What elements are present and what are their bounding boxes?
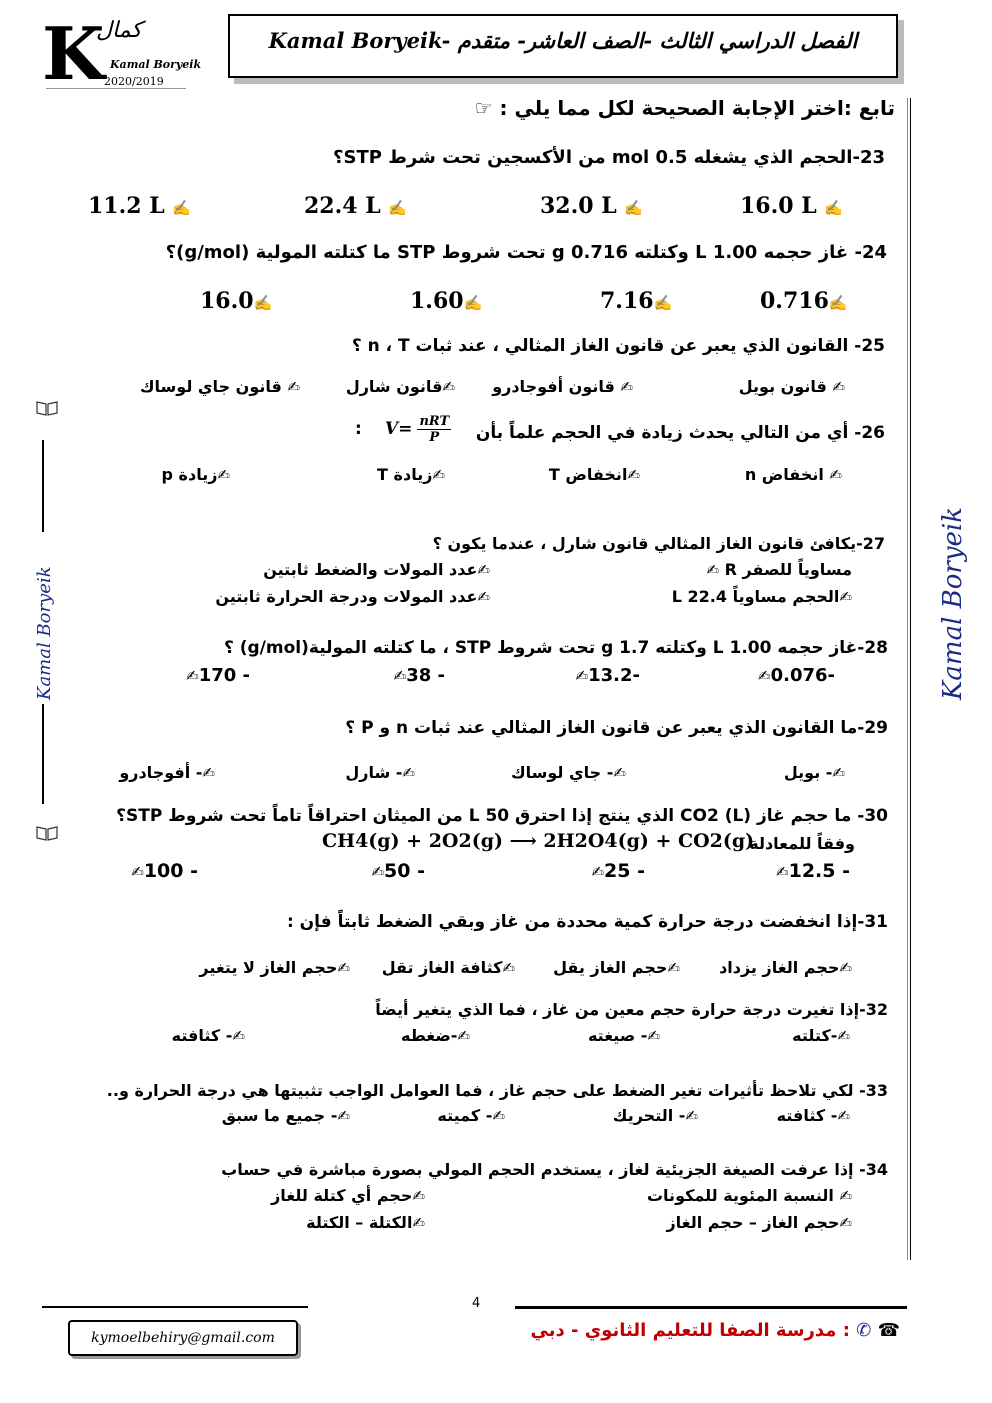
pen-icon: ✍ bbox=[371, 863, 385, 881]
pen-icon: ✍ bbox=[131, 863, 144, 881]
question-27: 27-يكافئ قانون الغاز المثالي قانون شارل ، عندما يكون ؟ bbox=[432, 534, 885, 553]
option-30-2[interactable]: ✍25 - bbox=[591, 860, 645, 882]
school-name: ☎ ✆ : مدرسة الصفا للتعليم الثانوي - دبي bbox=[530, 1320, 900, 1341]
option-32-2[interactable]: ✍- صيغته bbox=[587, 1026, 660, 1045]
footer-line-left bbox=[42, 1306, 308, 1308]
option-26-1[interactable]: ✍ انخفاض n bbox=[744, 465, 842, 484]
pen-icon: ✍ bbox=[828, 294, 848, 312]
option-25-3[interactable]: ✍قانون شارل bbox=[345, 377, 455, 396]
pen-icon: ✍ bbox=[627, 466, 640, 484]
question-32: 32-إذا تغيرت درجة حرارة حجم معين من غاز ، فما الذي يتغير أيضاً bbox=[375, 1000, 888, 1019]
pen-icon: ✍ bbox=[393, 667, 407, 685]
left-vertical-line-top bbox=[42, 440, 44, 532]
pen-icon: ✍ bbox=[591, 863, 605, 881]
question-30: 30- ما حجم غاز CO2 (L) الذي ينتج إذا احترق 50 L من الميثان احتراقاً تاماً تحت شروط STP؟ bbox=[116, 806, 888, 826]
left-vertical-signature: Kamal Boryeik bbox=[34, 566, 55, 700]
pen-icon: ✍ bbox=[202, 764, 215, 782]
right-border bbox=[907, 98, 911, 1260]
question-31: 31-إذا انخفضت درجة حرارة كمية محددة من غاز وبقي الضغط ثابتاً فإن : bbox=[286, 912, 888, 932]
book-icon bbox=[36, 825, 58, 845]
option-31-4[interactable]: ✍حجم الغاز لا يتغير bbox=[199, 958, 350, 977]
question-24: 24- غاز حجمه 1.00 L وكتلته 0.716 g تحت شروط STP ما كتلته المولية (g/mol)؟ bbox=[165, 242, 887, 263]
formula-26: : V= $\frac{\text{nRT}}{P}$ bbox=[355, 414, 450, 445]
pen-icon: ✍ bbox=[477, 561, 490, 579]
option-32-1[interactable]: ✍-كتلته bbox=[792, 1026, 850, 1045]
option-23-1[interactable]: 16.0 L ✍ bbox=[740, 193, 844, 219]
pen-icon: ✍ bbox=[232, 1027, 245, 1045]
pen-icon: ✍ bbox=[776, 863, 789, 881]
option-34-3[interactable]: ✍حجم الغاز – حجم الغاز bbox=[666, 1213, 852, 1232]
pen-icon: ✍ bbox=[412, 1214, 425, 1232]
option-34-1[interactable]: ✍ النسبة المئوية للمكونات bbox=[646, 1186, 852, 1205]
option-31-3[interactable]: ✍كثافة الغاز تقل bbox=[381, 958, 515, 977]
option-32-4[interactable]: ✍- كثافته bbox=[171, 1026, 245, 1045]
pen-icon: ✍ bbox=[667, 959, 680, 977]
question-26: 26- أي من التالي يحدث زيادة في الحجم علماً بأن bbox=[475, 423, 885, 443]
option-26-4[interactable]: ✍زيادة p bbox=[161, 465, 230, 484]
pen-icon: ✍ bbox=[575, 667, 589, 685]
pen-icon: ✍ bbox=[412, 1187, 425, 1205]
pen-icon: ✍ bbox=[832, 764, 845, 782]
equation-label-30: وفقاً للمعادلة bbox=[749, 834, 855, 853]
option-33-3[interactable]: ✍- كميته bbox=[437, 1106, 505, 1125]
pen-icon: ✍ bbox=[463, 294, 483, 312]
option-29-2[interactable]: ✍- جاي لوساك bbox=[510, 763, 626, 782]
equation-30: CH4(g) + 2O2(g) ⟶ 2H2O4(g) + CO2(g) bbox=[322, 830, 755, 852]
option-25-1[interactable]: ✍ قانون بويل bbox=[738, 377, 845, 396]
footer-line-right bbox=[515, 1306, 907, 1309]
whatsapp-icon: ✆ bbox=[856, 1320, 872, 1341]
logo-signature: كمال bbox=[96, 18, 142, 43]
option-34-4[interactable]: ✍الكتلة – الكتلة bbox=[306, 1213, 425, 1232]
option-30-3[interactable]: ✍50 - bbox=[371, 860, 425, 882]
question-34: 34- إذا عرفت الصيغة الجزيئية لغاز ، يستخدم الحجم المولي بصورة مباشرة في حساب bbox=[221, 1160, 888, 1179]
logo-divider bbox=[46, 88, 186, 89]
option-31-2[interactable]: ✍حجم الغاز يقل bbox=[553, 958, 680, 977]
pen-icon: ✍ bbox=[253, 294, 273, 312]
logo-year: 2020/2019 bbox=[104, 75, 164, 88]
phone-icon: ☎ bbox=[877, 1320, 900, 1341]
hand-pointer-icon: ☞ bbox=[474, 96, 493, 120]
option-27-1[interactable]: ✍ R مساوياً للصفر bbox=[706, 560, 852, 579]
option-27-3[interactable]: ✍الحجم مساوياً 22.4 L bbox=[671, 587, 852, 606]
pen-icon: ✍ bbox=[829, 466, 842, 484]
option-24-1[interactable]: 0.716✍ bbox=[760, 288, 848, 314]
pen-icon: ✍ bbox=[706, 561, 720, 579]
option-34-2[interactable]: ✍حجم أي كتلة للغاز bbox=[271, 1186, 425, 1205]
pen-icon: ✍ bbox=[824, 199, 844, 217]
question-33: 33- لكي تلاحظ تأثيرات تغير الضغط على حجم غاز ، فما العوامل الواجب تثبيتها هي درجة الحرارة و.. bbox=[106, 1081, 888, 1100]
pen-icon: ✍ bbox=[837, 1027, 850, 1045]
pen-icon: ✍ bbox=[217, 466, 230, 484]
option-28-2[interactable]: ✍13.2- bbox=[575, 665, 640, 686]
option-33-4[interactable]: ✍- جميع ما سبق bbox=[221, 1106, 350, 1125]
question-23: 23-الحجم الذي يشغله 0.5 mol من الأكسجين تحت شرط STP؟ bbox=[333, 147, 885, 168]
option-30-1[interactable]: ✍12.5 - bbox=[776, 860, 850, 882]
pen-icon: ✍ bbox=[832, 378, 845, 396]
pen-icon: ✍ bbox=[287, 378, 300, 396]
pen-icon: ✍ bbox=[647, 1027, 660, 1045]
option-25-4[interactable]: ✍ قانون جاي لوساك bbox=[139, 377, 300, 396]
option-29-3[interactable]: ✍- شارل bbox=[345, 763, 415, 782]
option-28-4[interactable]: ✍170 - bbox=[186, 665, 250, 686]
option-27-4[interactable]: ✍عدد المولات ودرجة الحرارة ثابتين bbox=[215, 587, 490, 606]
pen-icon: ✍ bbox=[432, 466, 445, 484]
question-25: 25- القانون الذي يعبر عن قانون الغاز المثالي ، عند ثبات n ، T ؟ bbox=[351, 336, 885, 356]
pen-icon: ✍ bbox=[839, 1214, 852, 1232]
pen-icon: ✍ bbox=[837, 1107, 850, 1125]
option-24-2[interactable]: 7.16✍ bbox=[600, 288, 673, 314]
option-26-3[interactable]: ✍زيادة T bbox=[377, 465, 445, 484]
pen-icon: ✍ bbox=[442, 378, 455, 396]
question-28: 28-غاز حجمه 1.00 L وكتلته 1.7 g تحت شروط STP ، ما كتلته المولية(g/mol) ؟ bbox=[223, 638, 888, 658]
option-24-3[interactable]: 1.60✍ bbox=[410, 288, 483, 314]
pen-icon: ✍ bbox=[388, 199, 408, 217]
option-26-2[interactable]: ✍انخفاض T bbox=[548, 465, 640, 484]
pen-icon: ✍ bbox=[172, 199, 192, 217]
left-vertical-line-bottom bbox=[42, 704, 44, 804]
right-vertical-signature: Kamal Boryeik bbox=[938, 507, 968, 700]
pen-icon: ✍ bbox=[457, 1027, 470, 1045]
pen-icon: ✍ bbox=[685, 1107, 698, 1125]
pen-icon: ✍ bbox=[620, 378, 633, 396]
option-32-3[interactable]: ✍-ضغطه bbox=[401, 1026, 470, 1045]
option-23-2[interactable]: 32.0 L ✍ bbox=[540, 193, 644, 219]
header-title: Kamal Boryeik- الفصل الدراسي الثالث -الصف العاشر- متقدم bbox=[268, 28, 858, 53]
option-31-1[interactable]: ✍حجم الغاز يزداد bbox=[719, 958, 852, 977]
pen-icon: ✍ bbox=[337, 1107, 350, 1125]
pen-icon: ✍ bbox=[839, 588, 852, 606]
pen-icon: ✍ bbox=[337, 959, 350, 977]
pen-icon: ✍ bbox=[839, 1187, 852, 1205]
email-link[interactable]: kymoelbehiry@gmail.com bbox=[91, 1330, 275, 1346]
option-33-1[interactable]: ✍- كثافته bbox=[776, 1106, 850, 1125]
pen-icon: ✍ bbox=[758, 667, 771, 685]
option-25-2[interactable]: ✍ قانون أفوجادرو bbox=[492, 377, 633, 396]
pen-icon: ✍ bbox=[186, 667, 199, 685]
pen-icon: ✍ bbox=[492, 1107, 505, 1125]
option-28-1[interactable]: ✍0.076- bbox=[758, 665, 835, 686]
question-29: 29-ما القانون الذي يعبر عن قانون الغاز المثالي عند ثبات n و P ؟ bbox=[345, 718, 888, 738]
section-title: تابع :اختر الإجابة الصحيحة لكل مما يلي : ☞ bbox=[474, 96, 895, 120]
option-30-4[interactable]: ✍100 - bbox=[131, 860, 198, 882]
logo-name: Kamal Boryeik bbox=[110, 58, 202, 71]
pen-icon: ✍ bbox=[839, 959, 852, 977]
option-33-2[interactable]: ✍- التحريك bbox=[612, 1106, 698, 1125]
option-23-3[interactable]: 22.4 L ✍ bbox=[304, 193, 408, 219]
option-23-4[interactable]: 11.2 L ✍ bbox=[88, 193, 192, 219]
page-number: 4 bbox=[472, 1296, 481, 1311]
pen-icon: ✍ bbox=[653, 294, 673, 312]
logo-letter: K bbox=[42, 11, 105, 96]
option-29-1[interactable]: ✍- بويل bbox=[783, 763, 845, 782]
pen-icon: ✍ bbox=[502, 959, 515, 977]
pen-icon: ✍ bbox=[613, 764, 626, 782]
pen-icon: ✍ bbox=[402, 764, 415, 782]
option-28-3[interactable]: ✍38 - bbox=[393, 665, 445, 686]
pen-icon: ✍ bbox=[624, 199, 644, 217]
option-27-2[interactable]: ✍عدد المولات والضغط ثابتين bbox=[263, 560, 490, 579]
pen-icon: ✍ bbox=[477, 588, 490, 606]
option-24-4[interactable]: 16.0✍ bbox=[200, 288, 273, 314]
option-29-4[interactable]: ✍- أفوجادرو bbox=[119, 763, 215, 782]
book-icon bbox=[36, 400, 58, 420]
